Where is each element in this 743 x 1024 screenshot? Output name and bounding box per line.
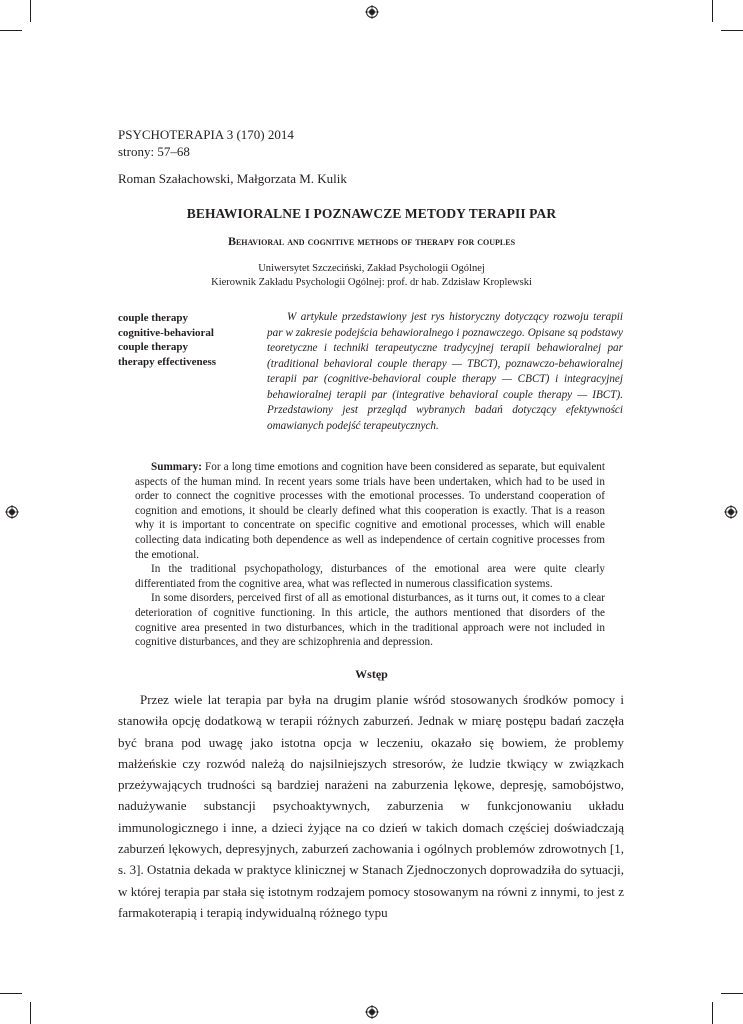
registration-mark-icon — [365, 5, 379, 19]
affiliation-line-1: Uniwersytet Szczeciński, Zakład Psychologii Ogólnej — [258, 263, 485, 274]
affiliation-line-2: Kierownik Zakładu Psychologii Ogólnej: prof. dr hab. Zdzisław Kroplewski — [211, 277, 532, 288]
summary-text: For a long time emotions and cognition have been considered as separate, but equivalent aspects of the human mind. In recent years some trials have been undertaken, which had to be used in order to connect the cognitive processes with the emotional processes. To understand cooperation of cognition and emotions, it should be clearly defined what this cooperation is exactly. That is a reason why it is important to concentrate on specific cognitive and emotional processes, which will enable collecting data indicating both dependence as well as independence of certain cognitive processes from the emotional. — [135, 461, 606, 561]
summary-paragraph: In some disorders, perceived first of all as emotional disturbances, as it turns out, it comes to a clear deterioration of cognitive functioning. In this article, the authors mentioned that disorders of the cognitive area presented in two disturbances, which in the traditional approach were not included in cognitive disturbances, and they are schizophrenia and depression. — [135, 592, 605, 649]
body-text — [118, 689, 624, 923]
crop-mark-bottom-left-v — [30, 1002, 31, 1024]
summary-paragraph — [135, 460, 605, 562]
registration-mark-icon — [5, 505, 19, 519]
crop-mark-bottom-right-v — [712, 1002, 713, 1024]
page-range: strony: 57–68 — [118, 144, 190, 159]
crop-mark-top-left-h — [0, 30, 22, 31]
crop-mark-bottom-right-h — [721, 993, 743, 994]
keyword: couple therapy — [118, 341, 188, 353]
crop-mark-top-right-v — [712, 0, 713, 22]
keyword: cognitive-behavioral — [118, 326, 214, 339]
crop-mark-bottom-left-h — [0, 993, 22, 994]
authors: Roman Szałachowski, Małgorzata M. Kulik — [118, 171, 347, 186]
summary-paragraph: In the traditional psychopathology, disturbances of the emotional area were quite clearly differentiated from the cognitive area, what was reflected in numerous classification systems. — [135, 563, 605, 590]
registration-mark-icon — [724, 505, 738, 519]
journal-issue: PSYCHOTERAPIA 3 (170) 2014 — [118, 127, 294, 142]
abstract-polish: W artykule przedstawiony jest rys historyczny dotyczący rozwoju terapii par w zakresie podejścia behawioralnego i poznawczego. Opisane są podstawy teoretyczne i techniki terapeutyczne tradycyjnej terapii behawioralnej par (traditional behavioral couple therapy — TBCT), poznawczo-behawioralnej terapii par (cognitive-behavioral couple therapy — CBCT) i integracyjnej behawioralnej terapii par (integrative behavioral couple therapy — IBCT). Przedstawiony jest przegląd wybranych badań dotyczący efektywności omawianych podejść terapeutycznych. — [267, 311, 623, 432]
section-heading: Wstęp — [355, 667, 388, 681]
crop-mark-top-right-h — [721, 30, 743, 31]
summary-label: Summary: — [151, 461, 202, 473]
article-title-polish: BEHAWIORALNE I POZNAWCZE METODY TERAPII PAR — [186, 206, 557, 221]
summary — [135, 460, 605, 650]
registration-mark-icon — [365, 1005, 379, 1019]
keyword: couple therapy — [118, 312, 188, 324]
keyword: therapy effectiveness — [118, 355, 217, 368]
keywords — [118, 311, 248, 369]
body-paragraph: Przez wiele lat terapia par była na drugim planie wśród stosowanych środków pomocy i stanowiła opcję dodatkową w terapii różnych zaburzeń. Jednak w miarę postępu badań zaczęła być brana pod uwagę jako istotna opcja w leczeniu, okazało się bowiem, że problemy małżeńskie czy rozwód należą do najsilniejszych stresorów, że ludzie tkwiący w związkach przeżywających trudności są bardziej narażeni na zaburzenia lękowe, depresję, samobójstwo, nadużywanie substancji psychoaktywnych, zaburzenia w funkcjonowaniu układu immunologicznego i inne, a dzieci żyjące na co dzień w takich domach częściej doświadczają zaburzeń lękowych, depresyjnych, zaburzeń zachowania i ogólnych problemów zdrowotnych [1, s. 3]. Ostatnia dekada w praktyce klinicznej w Stanach Zjednoczonych doprowadziła do sytuacji, w której terapia par stała się istotnym rodzajem pomocy stosowanym na równi z innymi, to jest z farmakoterapią i terapią indywidualną różnego typu — [118, 692, 624, 920]
crop-mark-top-left-v — [30, 0, 31, 22]
article-title-english: Behavioral and cognitive methods of therapy for couples — [227, 234, 516, 248]
